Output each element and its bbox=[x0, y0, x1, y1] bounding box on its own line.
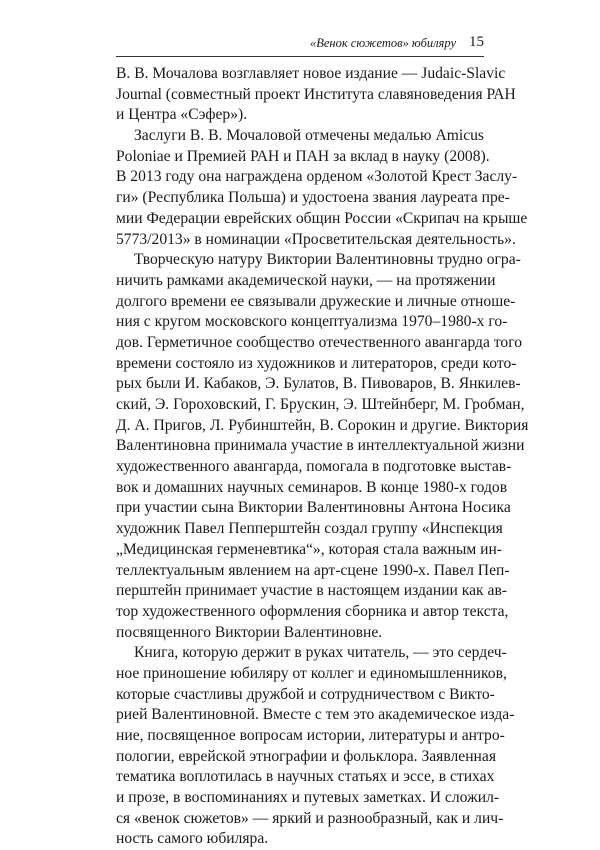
text-line: рией Валентиновной. Вместе с тем это академическое изда- bbox=[116, 706, 515, 724]
text-line: ся «венок сюжетов» — яркий и разнообразный, как и лич- bbox=[116, 809, 504, 827]
text-line: художественного авангарда, помогала в подготовке выстав- bbox=[116, 458, 512, 476]
running-head bbox=[116, 36, 484, 56]
paragraph bbox=[116, 250, 529, 643]
text-line: ние, посвященное вопросам истории, литературы и антро- bbox=[116, 727, 505, 744]
text-line: ное приношение юбиляру от коллег и единомышленников, bbox=[116, 664, 507, 682]
text-line: ния с кругом московского концептуализма 1970–1980-х го- bbox=[116, 313, 508, 331]
page-number: 15 bbox=[469, 34, 484, 50]
text-line: тематика воплотилась в научных статьях и эссе, в стихах bbox=[116, 768, 495, 786]
text-line: Творческую натуру Виктории Валентиновны трудно огра- bbox=[134, 251, 521, 269]
text-line: вок и домашних научных семинаров. В конце 1980-х годов bbox=[116, 478, 508, 496]
text-line: тор художественного оформления сборника и автор текста, bbox=[116, 602, 509, 620]
body-text bbox=[116, 64, 529, 850]
text-line: 5773/2013» в номинации «Просветительская деятельность». bbox=[116, 230, 516, 248]
text-line: посвященного Виктории Валентиновне. bbox=[116, 623, 383, 641]
paragraph bbox=[116, 643, 515, 850]
text-line: ский, Э. Гороховский, Г. Брускин, Э. Штейнберг, М. Гробман, bbox=[116, 396, 525, 413]
text-line: и прозе, в воспоминаниях и путевых заметках. И сложил- bbox=[116, 789, 500, 807]
text-line: и Центра «Сэфер»). bbox=[116, 106, 248, 124]
text-line: Д. А. Пригов, Л. Рубинштейн, В. Сорокин и другие. Виктория bbox=[116, 416, 529, 434]
text-line: Poloniae и Премией РАН и ПАН за вклад в науку (2008). bbox=[116, 147, 490, 165]
text-line: ность самого юбиляра. bbox=[116, 830, 269, 848]
paragraph bbox=[116, 64, 516, 126]
text-line: рых были И. Кабаков, Э. Булатов, В. Пивоваров, В. Янкилев- bbox=[116, 375, 521, 393]
text-line: теллектуальным явлением на арт-сцене 1990-х. Павел Пеп- bbox=[116, 561, 510, 579]
text-line: Валентиновна принимала участие в интеллектуальной жизни bbox=[116, 437, 525, 455]
running-title: «Венок сюжетов» юбиляру bbox=[309, 36, 456, 50]
text-line: ги» (Республика Польша) и удостоена звания лауреата пре- bbox=[116, 189, 510, 207]
text-line: мии Федерации еврейских общин России «Скрипач на крыше bbox=[116, 209, 528, 227]
text-line: долгого времени ее связывали дружеские и личные отноше- bbox=[116, 292, 516, 310]
paragraph bbox=[116, 126, 528, 250]
text-line: перштейн принимает участие в настоящем издании как ав- bbox=[116, 582, 508, 600]
header-rule bbox=[116, 56, 484, 57]
text-line: дов. Герметичное сообщество отечественного авангарда того bbox=[116, 333, 523, 351]
text-line: „Медицинская герменевтика“», которая стала важным ин- bbox=[116, 540, 502, 558]
text-line: времени состояло из художников и литераторов, среди кото- bbox=[116, 354, 517, 372]
text-line: художник Павел Пепперштейн создал группу «Инспекция bbox=[116, 520, 503, 538]
text-line: Заслуги В. В. Мочаловой отмечены медалью Amicus bbox=[134, 127, 484, 145]
text-line: Книга, которую держит в руках читатель, — это сердеч- bbox=[134, 644, 507, 662]
text-line: пологии, еврейской этнографии и фольклора. Заявленная bbox=[116, 747, 496, 765]
text-line: В. В. Мочалова возглавляет новое издание — Judaic-Slavic bbox=[116, 65, 506, 82]
text-line: Journal (совместный проект Института славяноведения РАН bbox=[116, 85, 516, 103]
text-line: при участии сына Виктории Валентиновны Антона Носика bbox=[116, 499, 511, 517]
text-line: В 2013 году она награждена орденом «Золотой Крест Заслу- bbox=[116, 168, 518, 186]
text-line: ничить рамками академической науки, — на протяжении bbox=[116, 271, 496, 289]
text-line: которые счастливы дружбой и сотрудничеством с Викто- bbox=[116, 685, 495, 703]
